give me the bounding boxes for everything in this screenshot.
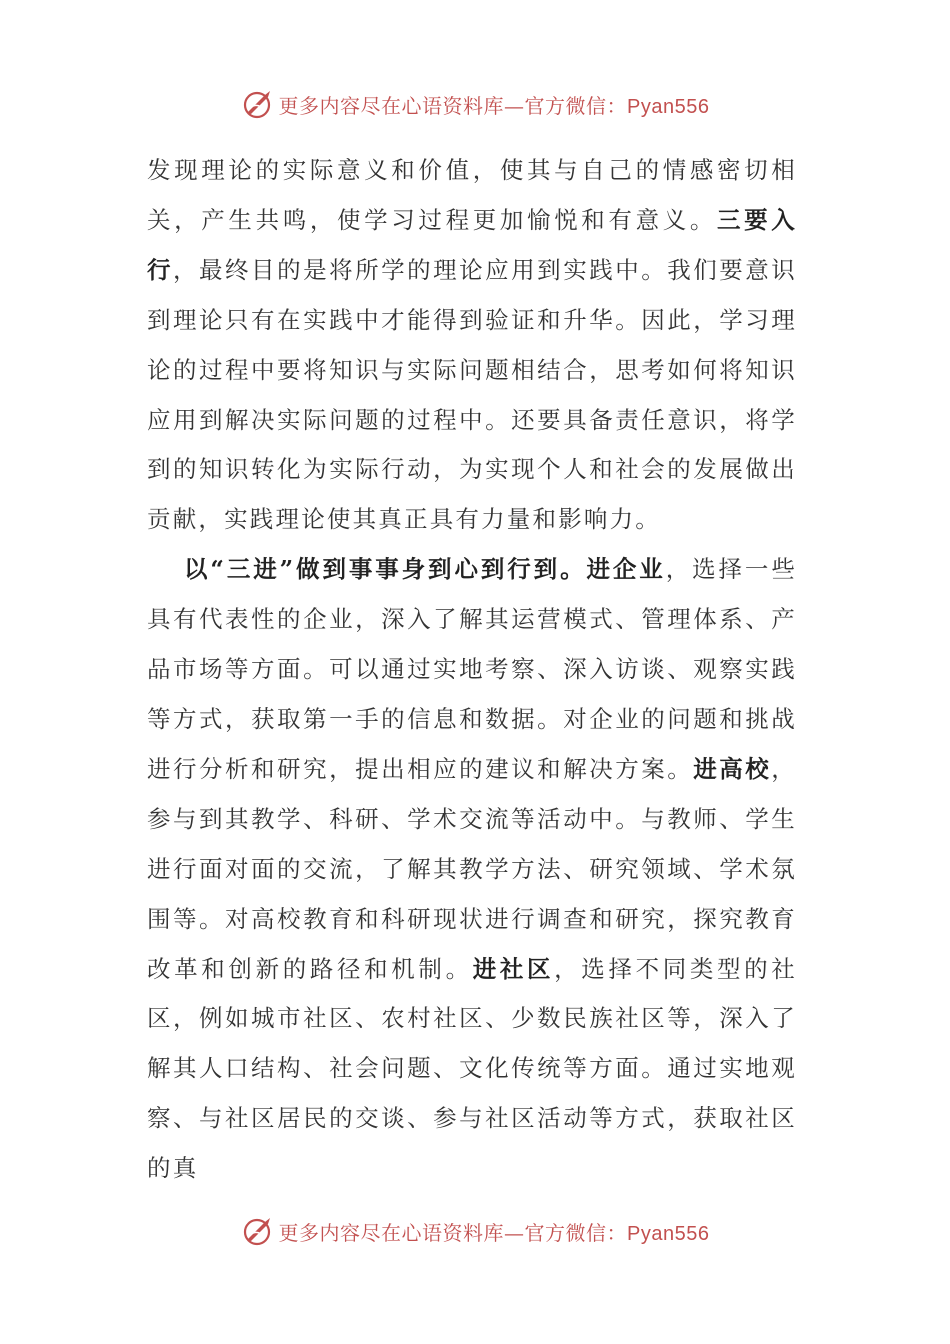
text-run: 发现理论的实际意义和价值，使其与自己的情感密切相关，产生共鸣，使学习过程更加愉悦和有意义。 [147,156,797,234]
pen-logo-icon [241,1214,275,1248]
text-run: ，选择一些具有代表性的企业，深入了解其运营模式、管理体系、产品市场等方面。可以通过实地考察、深入访谈、观察实践等方式，获取第一手的信息和数据。对企业的问题和挑战进行分析和研究，提出相应的建议和解决方案。 [147,555,798,783]
bold-phrase: 以“三进”做到事事身到心到行到。 [184,555,587,584]
text-run: ，最终目的是将所学的理论应用到实践中。我们要意识到理论只有在实践中才能得到验证和升华。因此，学习理论的过程中要将知识与实际问题相结合，思考如何将知识应用到解决实际问题的过程中。还要具备责任意识，将学到的知识转化为实际行动，为实现个人和社会的发展做出贡献，实践理论使其真正具有力量和影响力。 [147,255,797,534]
bold-phrase: 进社区 [472,954,555,983]
footer-watermark-handle: Pyan556 [627,1222,710,1245]
header-watermark-handle: Pyan556 [627,95,710,118]
text-run: ，参与到其教学、科研、学术交流等活动中。与教师、学生进行面对面的交流，了解其教学方法、研究领域、学术氛围等。对高校教育和科研现状进行调查和研究，探究教育改革和创新的路径和机制。 [147,754,797,983]
pen-logo-icon [241,87,275,121]
bold-phrase: 三要入行 [147,205,798,284]
paragraph-1 [147,146,797,545]
header-watermark-label: 更多内容尽在心语资料库—官方微信： [278,93,628,118]
text-run: ，选择不同类型的社区，例如城市社区、农村社区、少数民族社区等，深入了解其人口结构、社会问题、文化传统等方面。通过实地观察、与社区居民的交谈、参与社区活动等方式，获取社区的真 [147,954,797,1183]
bold-phrase: 进高校 [693,754,772,783]
paragraph-2 [147,545,797,1194]
header-watermark-banner [0,84,950,124]
footer-watermark-text [279,1217,710,1246]
header-watermark-text [279,90,710,119]
bold-phrase: 进企业 [586,555,666,584]
footer-watermark-banner [0,1211,950,1251]
document-body [147,146,797,1194]
footer-watermark-label: 更多内容尽在心语资料库—官方微信： [278,1220,628,1245]
